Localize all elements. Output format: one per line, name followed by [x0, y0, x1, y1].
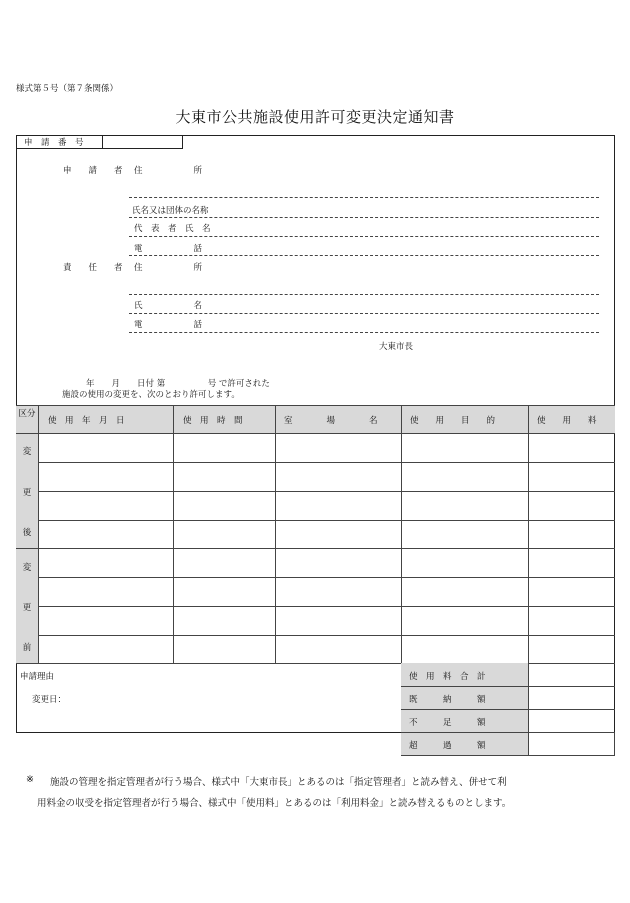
- issuer-name: 大東市長: [379, 342, 414, 352]
- applicant-representative-label: 代 表 者 氏 名: [134, 224, 211, 234]
- applicant-name-line[interactable]: [129, 217, 599, 218]
- row-border-7: [38, 635, 615, 636]
- col-header-time: 使 用 時 間: [183, 416, 243, 426]
- reason-label: 申請理由: [20, 672, 55, 682]
- before-label-3: 前: [22, 643, 32, 653]
- fee-total-label: 使 用 料 合 計: [409, 672, 486, 682]
- row-border-2: [38, 491, 615, 492]
- note-line-1: 施設の管理を指定管理者が行う場合、様式中「大東市長」とあるのは「指定管理者」と読み替え、併せて利: [50, 777, 507, 788]
- table-top-border: [16, 405, 615, 406]
- section-border: [16, 548, 615, 549]
- fee-row-border-1: [401, 686, 615, 687]
- fee-paid-label: 既 納 額: [409, 695, 486, 705]
- col-divider-3: [275, 405, 276, 663]
- note-mark: ※: [26, 774, 34, 785]
- col-header-date: 使 用 年 月 日: [48, 416, 125, 426]
- row-border-5: [38, 577, 615, 578]
- col-divider-1: [38, 405, 39, 663]
- fee-row-border-3: [401, 732, 615, 733]
- applicant-representative-line[interactable]: [129, 236, 599, 237]
- after-label-2: 更: [22, 488, 32, 498]
- permit-line-2: 施設の使用の変更を、次のとおり許可します。: [62, 390, 240, 400]
- col-divider-2: [173, 405, 174, 663]
- fee-shortage-label: 不 足 額: [409, 718, 486, 728]
- permit-line: 年 月 日付 第 号 で許可された: [86, 379, 270, 389]
- responsible-address-line[interactable]: [129, 294, 599, 295]
- col-divider-5: [528, 405, 529, 755]
- responsible-label: 責 任 者: [63, 263, 123, 273]
- responsible-phone-label: 電 話: [134, 320, 203, 330]
- fee-row-border-2: [401, 709, 615, 710]
- col-header-purpose: 使 用 目 的: [410, 416, 496, 426]
- row-border-3: [38, 520, 615, 521]
- applicant-phone-label: 電 話: [134, 244, 203, 254]
- responsible-name-label: 氏 名: [134, 301, 203, 311]
- applicant-label: 申 請 者: [63, 166, 123, 176]
- table-header-border: [16, 433, 615, 434]
- applicant-address-line[interactable]: [129, 197, 599, 198]
- responsible-phone-line[interactable]: [129, 332, 599, 333]
- page-title: 大東市公共施設使用許可変更決定通知書: [175, 108, 455, 126]
- before-label-2: 更: [22, 603, 32, 613]
- category-header: 区分: [18, 409, 36, 419]
- form-label: 様式第５号（第７条関係）: [16, 84, 119, 94]
- col-header-room: 室 場 名: [284, 416, 378, 426]
- fee-right-border: [614, 733, 615, 755]
- fee-excess-label: 超 過 額: [409, 741, 486, 751]
- application-number-input[interactable]: [102, 135, 183, 149]
- fee-row-border-4: [401, 755, 615, 756]
- application-number-label: 申 請 番 号: [24, 138, 84, 148]
- applicant-address-label: 住 所: [134, 166, 203, 176]
- responsible-address-label: 住 所: [134, 263, 203, 273]
- row-border-1: [38, 462, 615, 463]
- after-label-1: 変: [22, 447, 32, 457]
- row-border-6: [38, 606, 615, 607]
- responsible-name-line[interactable]: [129, 313, 599, 314]
- col-header-fee: 使 用 料: [537, 416, 597, 426]
- form-frame: [16, 135, 615, 733]
- change-date-label: 変更日：: [32, 695, 67, 705]
- before-label-1: 変: [22, 563, 32, 573]
- after-label-3: 後: [22, 528, 32, 538]
- applicant-phone-line[interactable]: [129, 255, 599, 256]
- note-line-2: 用料金の収受を指定管理者が行う場合、様式中「使用料」とあるのは「利用料金」と読み替えるものとします。: [37, 798, 512, 809]
- applicant-name-label: 氏名又は団体の名称: [132, 206, 209, 216]
